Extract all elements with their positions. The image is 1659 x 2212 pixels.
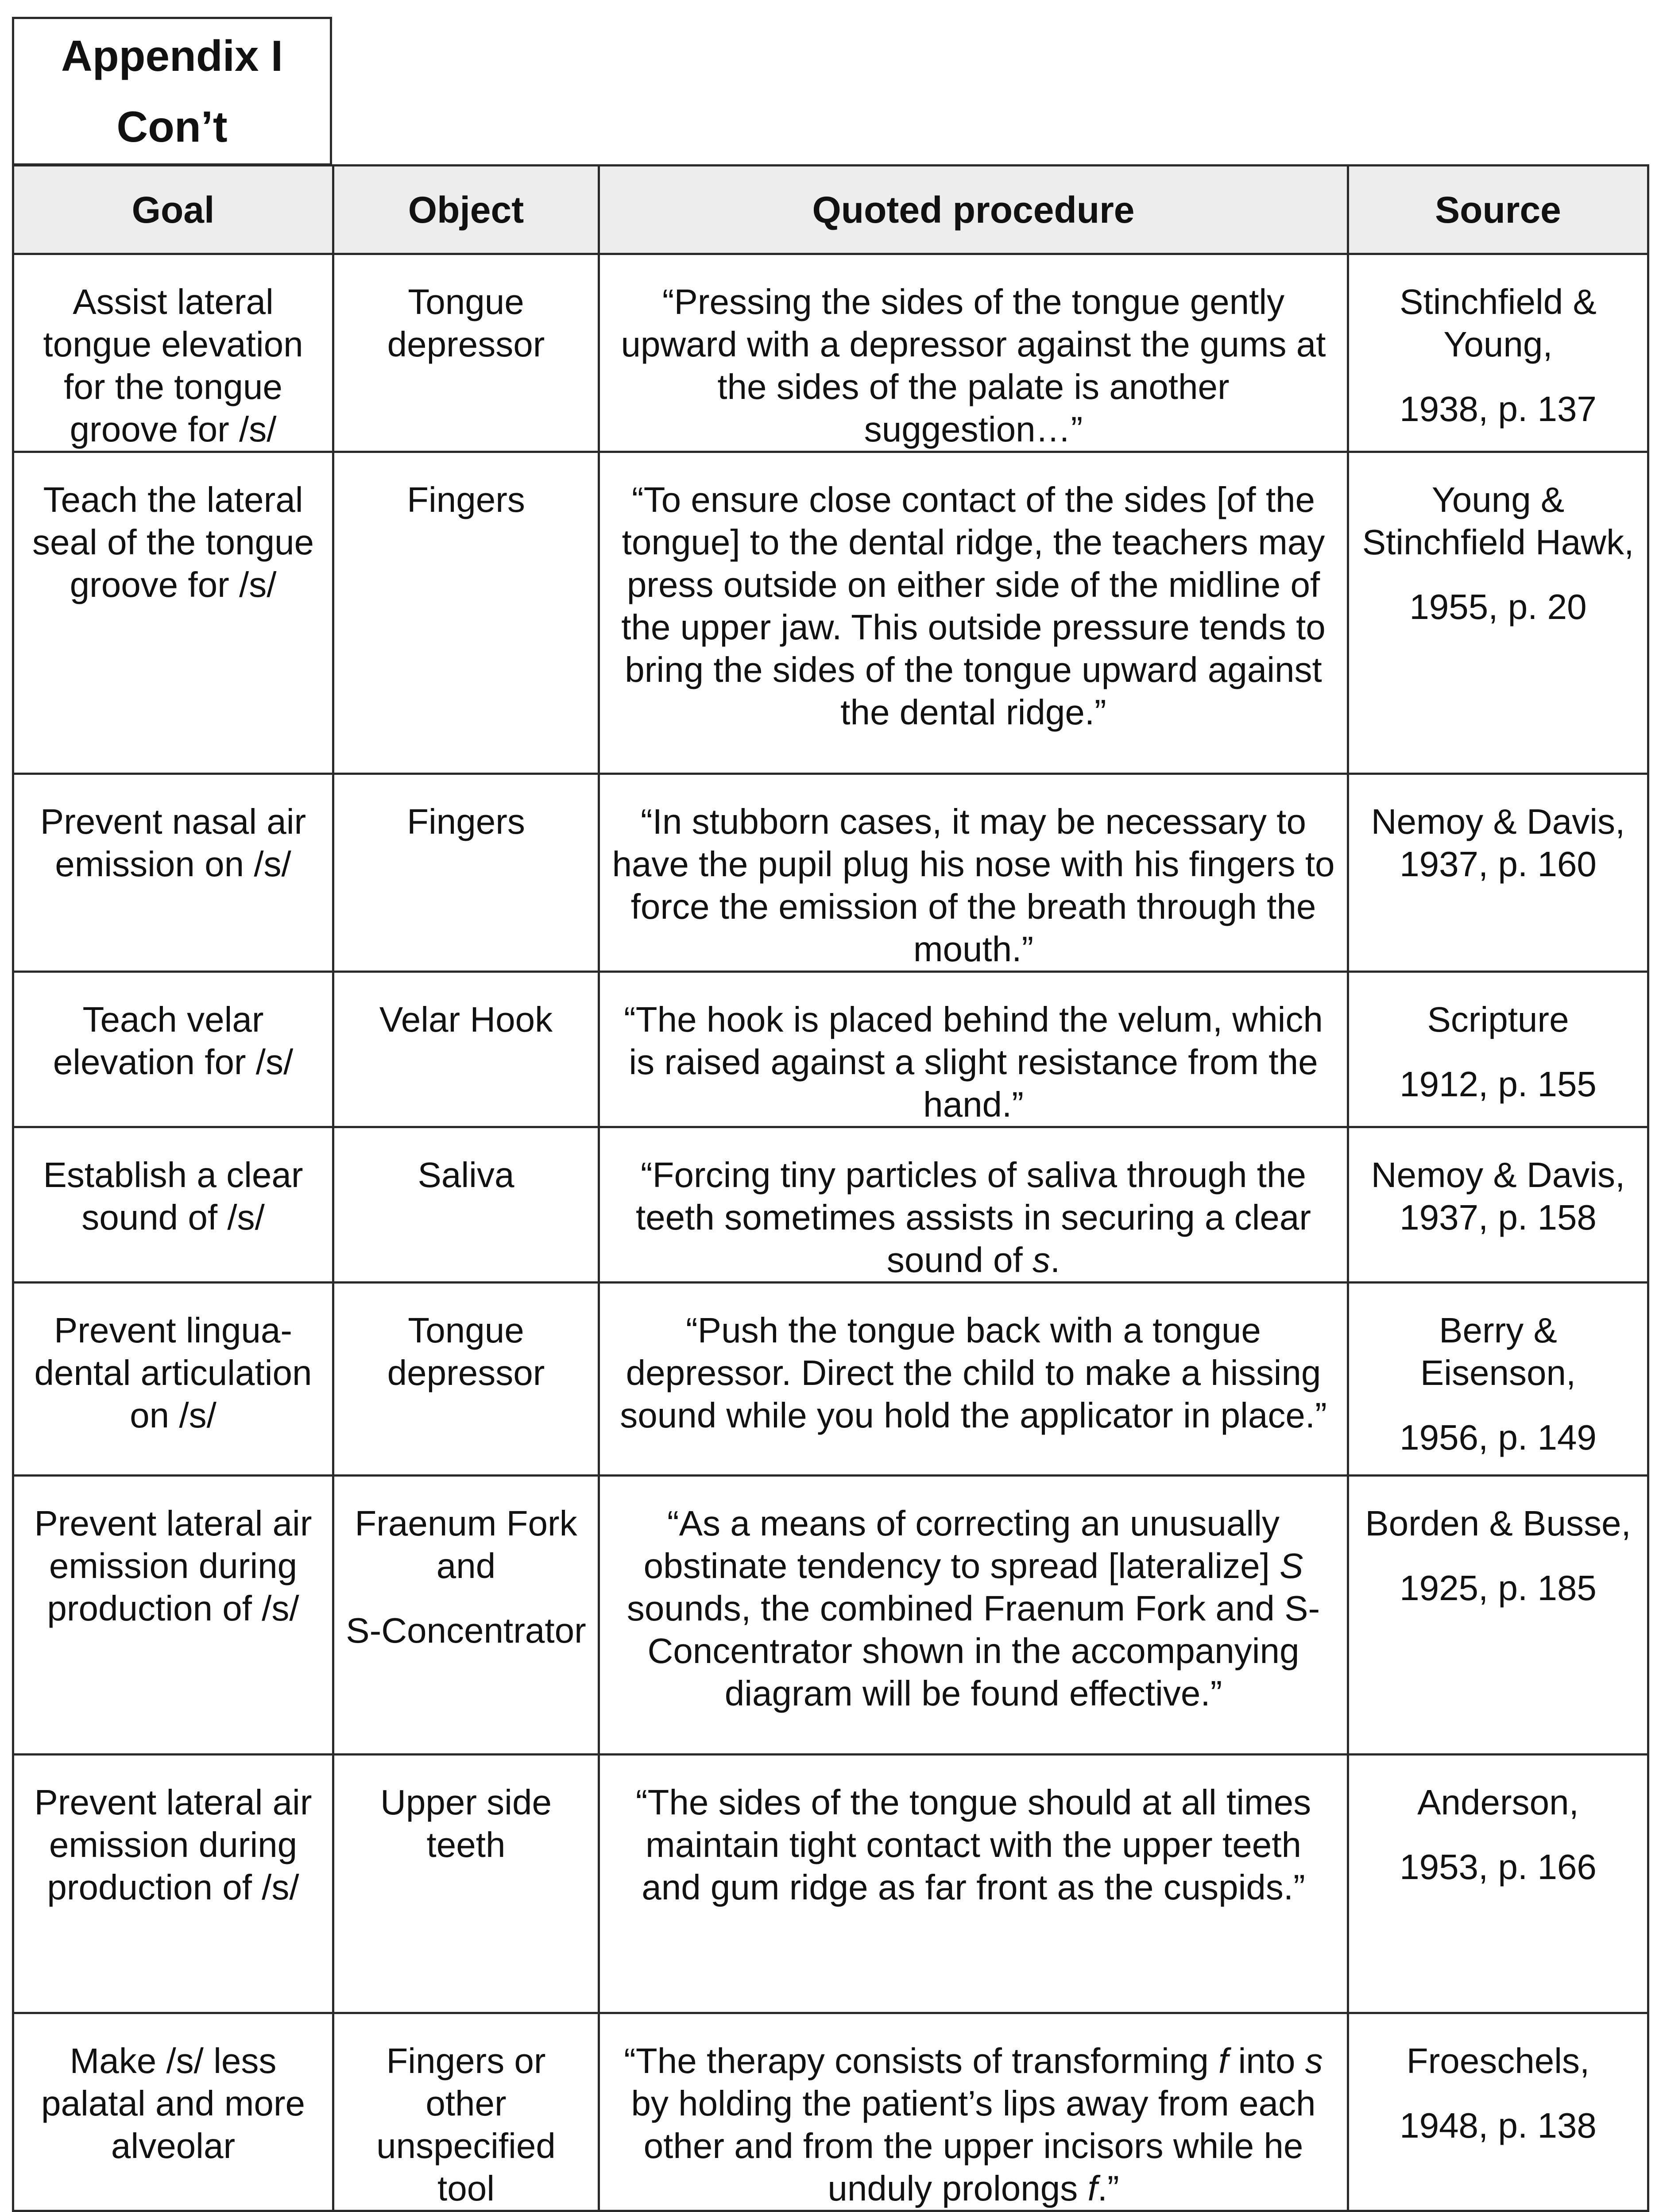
source-cell bbox=[1348, 1127, 1648, 1283]
goal-cell: Establish a clear sound of /s/ bbox=[13, 1127, 333, 1283]
procedure-text: by holding the patient’s lips away from each other and from the upper incisors while he unduly prolongs bbox=[631, 2084, 1316, 2208]
source-year-page: 1948, p. 138 bbox=[1400, 2106, 1597, 2145]
goal-cell: Make /s/ less palatal and more alveolar bbox=[13, 2013, 333, 2211]
procedure-cell bbox=[599, 2013, 1348, 2211]
goal-cell: Assist lateral tongue elevation for the tongue groove for /s/ bbox=[13, 254, 333, 452]
goal-cell: Prevent lateral air emission during production of /s/ bbox=[13, 1755, 333, 2013]
table-row bbox=[13, 452, 1648, 774]
procedure-cell: “Push the tongue back with a tongue depressor. Direct the child to make a hissing sound while you hold the applicator in place.” bbox=[599, 1283, 1348, 1476]
table-row bbox=[13, 1476, 1648, 1755]
procedure-italic-text: f bbox=[1218, 2041, 1229, 2081]
procedure-italic-text: S bbox=[1280, 1546, 1303, 1586]
source-year-page: 1956, p. 149 bbox=[1400, 1418, 1597, 1457]
procedure-italic-text: s bbox=[1305, 2041, 1323, 2081]
procedure-text-end: sounds, the combined Fraenum Fork and S-Concentrator shown in the accompanying diagram will be found effective.” bbox=[626, 1589, 1320, 1713]
procedure-text: into bbox=[1228, 2041, 1305, 2081]
procedure-text: “Forcing tiny particles of saliva through the teeth sometimes assists in securing a clear sound of bbox=[635, 1155, 1311, 1280]
source-authors: Froeschels, bbox=[1406, 2041, 1590, 2081]
procedure-cell: “To ensure close contact of the sides [of the tongue] to the dental ridge, the teachers may press outside on either side of the midline of the upper jaw. This outside pressure tends to bring the sides of the tongue upward against the dental ridge.” bbox=[599, 452, 1348, 774]
header-object: Object bbox=[333, 166, 599, 254]
source-cell bbox=[1348, 1476, 1648, 1755]
object-line: Fraenum Fork and bbox=[355, 1504, 577, 1586]
procedure-cell: “The hook is placed behind the velum, which is raised against a slight resistance from the hand.” bbox=[599, 972, 1348, 1127]
header-quoted-procedure: Quoted procedure bbox=[599, 166, 1348, 254]
source-year-page: 1953, p. 166 bbox=[1400, 1847, 1597, 1887]
table-row bbox=[13, 1127, 1648, 1283]
object-cell: Velar Hook bbox=[333, 972, 599, 1127]
header-goal: Goal bbox=[13, 166, 333, 254]
procedure-text-end: . bbox=[1050, 1240, 1060, 1280]
source-authors: Anderson, bbox=[1417, 1783, 1579, 1822]
object-cell: Fingers bbox=[333, 452, 599, 774]
goal-cell: Prevent lingua-dental articulation on /s/ bbox=[13, 1283, 333, 1476]
source-cell bbox=[1348, 452, 1648, 774]
source-authors: Borden & Busse, bbox=[1365, 1504, 1631, 1543]
object-cell: Tongue depressor bbox=[333, 254, 599, 452]
object-cell: Tongue depressor bbox=[333, 1283, 599, 1476]
table-header-row bbox=[13, 166, 1648, 254]
procedures-table bbox=[12, 164, 1649, 2212]
source-citation: Nemoy & Davis, 1937, p. 160 bbox=[1371, 802, 1625, 884]
goal-cell: Prevent nasal air emission on /s/ bbox=[13, 774, 333, 972]
source-year-page: 1925, p. 185 bbox=[1400, 1568, 1597, 1608]
table-row bbox=[13, 2013, 1648, 2211]
source-cell bbox=[1348, 774, 1648, 972]
table-row bbox=[13, 1755, 1648, 2013]
object-line: S-Concentrator bbox=[346, 1611, 586, 1650]
source-cell bbox=[1348, 254, 1648, 452]
table-row bbox=[13, 1283, 1648, 1476]
table-row bbox=[13, 254, 1648, 452]
source-year-page: 1938, p. 137 bbox=[1400, 389, 1597, 429]
procedure-text: “As a means of correcting an unusually obstinate tendency to spread [lateralize] bbox=[643, 1504, 1280, 1586]
procedure-text-end: .” bbox=[1097, 2169, 1119, 2208]
source-year-page: 1955, p. 20 bbox=[1409, 587, 1587, 626]
procedure-cell: “In stubborn cases, it may be necessary to have the pupil plug his nose with his fingers to force the emission of the breath through the mouth.” bbox=[599, 774, 1348, 972]
procedure-cell: “Pressing the sides of the tongue gently upward with a depressor against the gums at the sides of the palate is another suggestion…” bbox=[599, 254, 1348, 452]
table-row bbox=[13, 774, 1648, 972]
source-cell bbox=[1348, 1283, 1648, 1476]
source-authors: Berry & Eisenson, bbox=[1420, 1311, 1576, 1392]
appendix-title: Appendix I bbox=[61, 31, 283, 80]
object-cell: Saliva bbox=[333, 1127, 599, 1283]
source-cell bbox=[1348, 972, 1648, 1127]
source-citation: Nemoy & Davis, 1937, p. 158 bbox=[1371, 1155, 1625, 1237]
source-authors: Scripture bbox=[1427, 1000, 1569, 1039]
goal-cell: Prevent lateral air emission during production of /s/ bbox=[13, 1476, 333, 1755]
object-cell: Fingers or other unspecified tool bbox=[333, 2013, 599, 2211]
object-cell: Upper side teeth bbox=[333, 1755, 599, 2013]
source-cell bbox=[1348, 2013, 1648, 2211]
procedure-italic-text: f bbox=[1087, 2169, 1098, 2208]
table-row bbox=[13, 972, 1648, 1127]
source-year-page: 1912, p. 155 bbox=[1400, 1064, 1597, 1104]
procedure-cell bbox=[599, 1476, 1348, 1755]
procedure-text: “The therapy consists of transforming bbox=[624, 2041, 1219, 2081]
procedure-cell bbox=[599, 1127, 1348, 1283]
procedure-italic-text: s bbox=[1032, 1240, 1050, 1280]
procedure-cell: “The sides of the tongue should at all times maintain tight contact with the upper teeth and gum ridge as far front as the cuspids.” bbox=[599, 1755, 1348, 2013]
object-cell bbox=[333, 1476, 599, 1755]
source-authors: Stinchfield & Young, bbox=[1400, 282, 1597, 364]
header-source: Source bbox=[1348, 166, 1648, 254]
goal-cell: Teach velar elevation for /s/ bbox=[13, 972, 333, 1127]
appendix-title-box bbox=[12, 17, 332, 166]
goal-cell: Teach the lateral seal of the tongue groove for /s/ bbox=[13, 452, 333, 774]
object-cell: Fingers bbox=[333, 774, 599, 972]
source-cell bbox=[1348, 1755, 1648, 2013]
appendix-subtitle: Con’t bbox=[116, 102, 228, 151]
source-authors: Young & Stinchfield Hawk, bbox=[1362, 480, 1634, 562]
